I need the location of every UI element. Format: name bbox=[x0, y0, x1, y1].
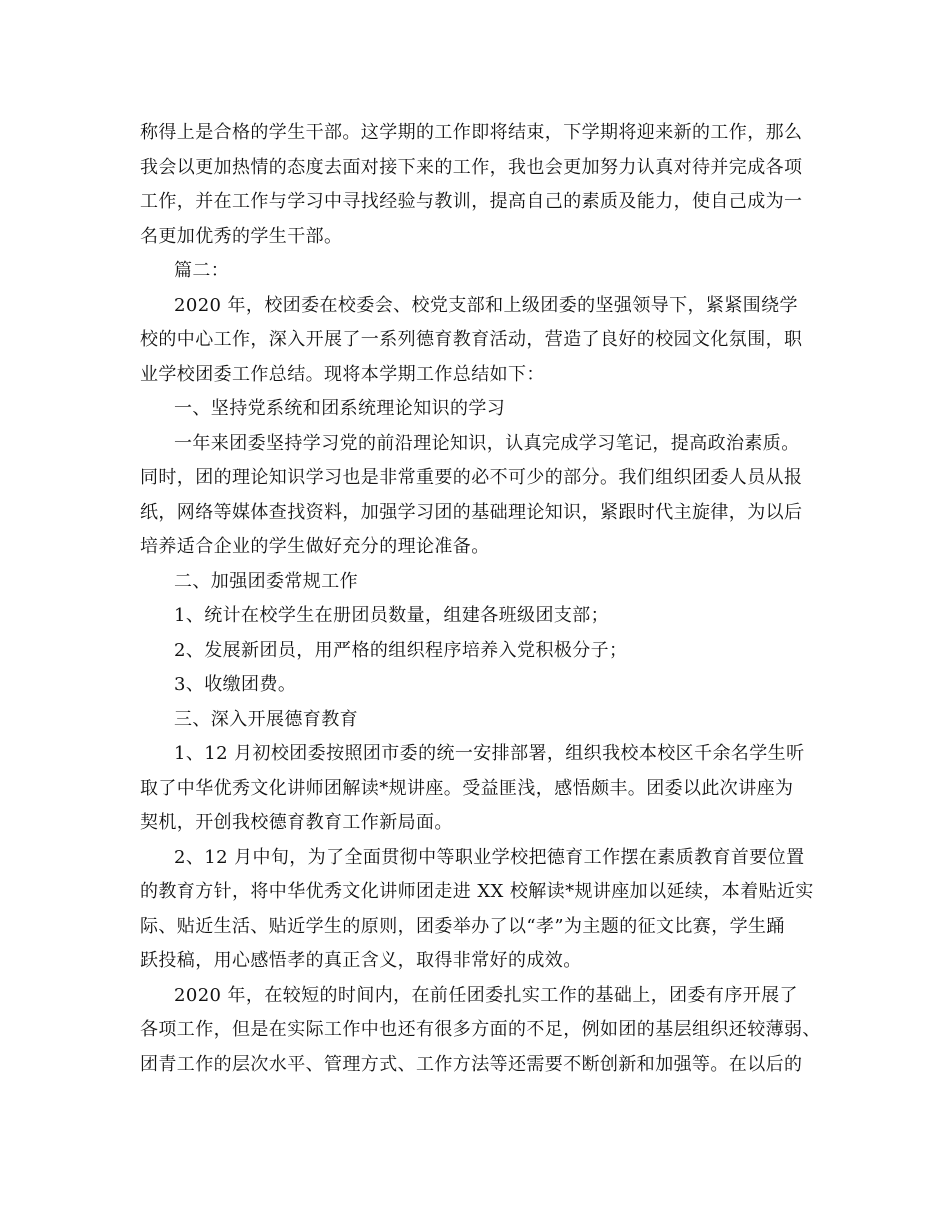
text-line: 培养适合企业的学生做好充分的理论准备。 bbox=[140, 536, 490, 557]
text-line: 业学校团委工作总结。现将本学期工作总结如下： bbox=[140, 363, 545, 385]
text-line: 1、统计在校学生在册团员数量，组建各班级团支部； bbox=[174, 605, 610, 626]
text-line: 2020 年，校团委在校委会、校党支部和上级团委的坚强领导下，紧紧围绕学 bbox=[174, 294, 798, 316]
text-line: 2、12 月中旬，为了全面贯彻中等职业学校把德育工作摆在素质教育首要位置 bbox=[174, 846, 805, 868]
text-line: 2020 年，在较短的时间内，在前任团委扎实工作的基础上，团委有序开展了 bbox=[174, 984, 798, 1006]
document-body bbox=[140, 116, 828, 1082]
text-line: 取了中华优秀文化讲师团解读*规讲座。受益匪浅，感悟颇丰。团委以此次讲座为 bbox=[140, 777, 794, 799]
text-line: 纸，网络等媒体查找资料，加强学习团的基础理论知识，紧跟时代主旋律，为以后 bbox=[140, 501, 803, 523]
text-line: 同时，团的理论知识学习也是非常重要的必不可少的部分。我们组织团委人员从报 bbox=[140, 467, 803, 488]
text-line: 各项工作，但是在实际工作中也还有很多方面的不足，例如团的基层组织还较薄弱、 bbox=[140, 1019, 821, 1040]
text-line: 1、12 月初校团委按照团市委的统一安排部署，组织我校本校区千余名学生听 bbox=[174, 743, 805, 764]
text-line: 跃投稿，用心感悟孝的真正含义，取得非常好的成效。 bbox=[140, 950, 582, 971]
text-line: 一、坚持党系统和团系统理论知识的学习 bbox=[174, 398, 506, 419]
text-line: 工作，并在工作与学习中寻找经验与教训，提高自己的素质及能力，使自己成为一 bbox=[140, 191, 803, 212]
text-line: 一年来团委坚持学习党的前沿理论知识，认真完成学习笔记，提高政治素质。 bbox=[174, 432, 800, 454]
text-line: 篇二： bbox=[174, 260, 230, 281]
text-line: 称得上是合格的学生干部。这学期的工作即将结束，下学期将迎来新的工作，那么 bbox=[140, 122, 803, 143]
text-line: 3、收缴团费。 bbox=[174, 674, 297, 695]
text-line: 团青工作的层次水平、管理方式、工作方法等还需要不断创新和加强等。在以后的 bbox=[140, 1053, 803, 1075]
text-line: 2、发展新团员，用严格的组织程序培养入党积极分子； bbox=[174, 639, 628, 661]
text-line: 名更加优秀的学生干部。 bbox=[140, 225, 343, 247]
text-line: 三、深入开展德育教育 bbox=[174, 708, 358, 730]
text-line: 我会以更加热情的态度去面对接下来的工作，我也会更加努力认真对待并完成各项 bbox=[140, 156, 803, 178]
text-line: 二、加强团委常规工作 bbox=[174, 570, 358, 592]
text-line: 契机，开创我校德育教育工作新局面。 bbox=[140, 812, 453, 833]
text-line: 际、贴近生活、贴近学生的原则，团委举办了以“孝”为主题的征文比赛，学生踊 bbox=[140, 915, 785, 937]
text-line: 校的中心工作，深入开展了一系列德育教育活动，营造了良好的校园文化氛围，职 bbox=[140, 329, 803, 350]
text-line: 的教育方针，将中华优秀文化讲师团走进 XX 校解读*规讲座加以延续，本着贴近实 bbox=[140, 881, 814, 902]
